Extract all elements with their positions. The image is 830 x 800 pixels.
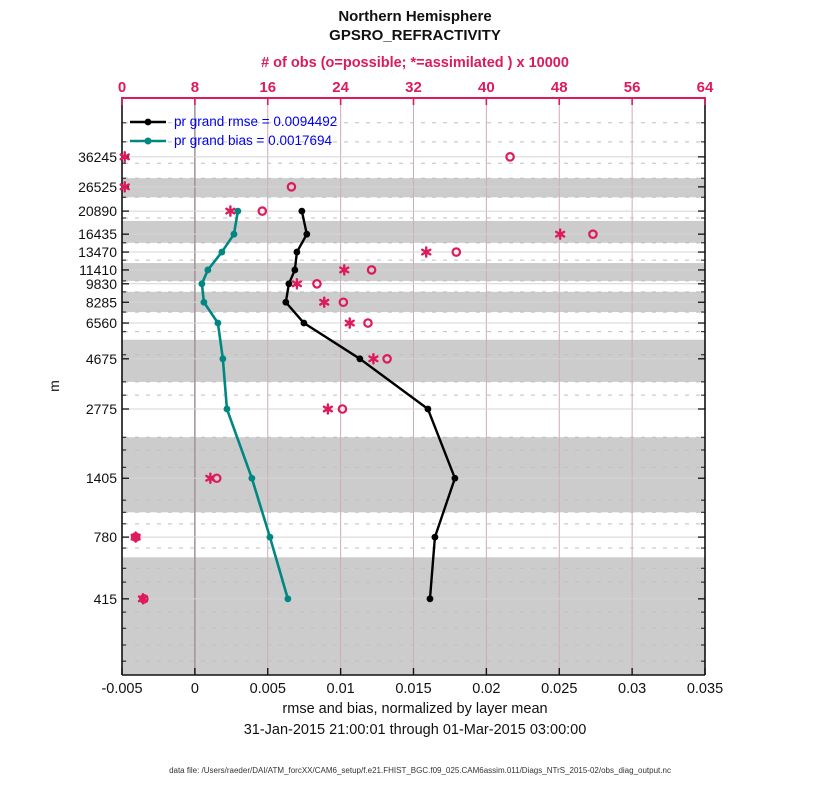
level-tick-label: 11410 (79, 261, 117, 278)
bias-point (204, 267, 211, 274)
bottom-tick-label: 0.015 (395, 681, 432, 697)
bias-point (198, 280, 205, 287)
level-tick-label: 2775 (85, 401, 117, 418)
bias-point (219, 355, 226, 362)
top-tick-label: 8 (190, 79, 200, 96)
chart-subtitle: GPSRO_REFRACTIVITY (329, 27, 501, 44)
rmse-point (432, 534, 439, 541)
rmse-point (356, 355, 363, 362)
level-tick-label: 1405 (85, 470, 117, 487)
level-tick-label: 13470 (78, 244, 117, 261)
bias-point (215, 320, 222, 327)
y-axis-label: m (45, 380, 62, 392)
rmse-point (303, 231, 310, 238)
top-tick-label: 48 (550, 79, 568, 96)
level-tick-label: 26525 (78, 178, 117, 195)
bottom-tick-label: 0.02 (472, 681, 501, 697)
top-axis-label: # of obs (o=possible; *=assimilated ) x 10000 (261, 55, 569, 71)
bottom-tick-label: 0 (190, 681, 199, 697)
level-tick-label: 16435 (78, 226, 117, 243)
rmse-point (282, 299, 289, 306)
top-tick-label: 24 (332, 79, 349, 96)
top-tick-label: 56 (623, 79, 641, 96)
top-tick-label: 64 (696, 79, 714, 96)
rmse-point (285, 280, 292, 287)
rmse-point (294, 249, 301, 256)
bias-point (248, 475, 255, 482)
level-tick-label: 9830 (85, 275, 117, 292)
rmse-point (300, 320, 307, 327)
top-tick-label: 40 (478, 79, 495, 96)
bottom-tick-label: 0.035 (686, 681, 724, 697)
legend-label-bias: pr grand bias = 0.0017694 (174, 133, 332, 148)
bias-point (218, 249, 225, 256)
data-file-footnote: data file: /Users/raeder/DAI/ATM_forcXX/CAM6_setup/f.e21.FHIST_BGC.f09_025.CAM6assim.011/Diags_NTrS_2015-02/obs_diag_output.nc (169, 766, 671, 775)
legend-row-bias (129, 131, 337, 150)
bias-point (267, 534, 274, 541)
level-tick-label: 8285 (85, 294, 117, 311)
bottom-tick-label: 0.025 (541, 681, 578, 697)
top-tick-label: 16 (259, 79, 277, 96)
x-axis-label: rmse and bias, normalized by layer mean (282, 701, 548, 717)
legend-sample-bias-line-icon (129, 135, 167, 147)
top-tick-label: 0 (117, 79, 127, 96)
legend-row-rmse (129, 112, 337, 131)
bias-point (284, 595, 291, 602)
level-tick-label: 415 (93, 590, 117, 607)
level-tick-label: 36245 (78, 148, 117, 165)
rmse-point (298, 208, 305, 215)
bottom-tick-label: 0.01 (326, 681, 355, 697)
level-tick-label: 4675 (85, 350, 117, 367)
bias-point (234, 208, 241, 215)
legend (129, 112, 337, 150)
level-tick-label: 6560 (85, 315, 117, 332)
bias-point (201, 299, 208, 306)
rmse-point (291, 267, 298, 274)
legend-sample-rmse-line-icon (129, 116, 167, 128)
level-tick-label: 780 (93, 529, 117, 546)
bottom-tick-label: -0.005 (101, 681, 143, 697)
rmse-point (425, 406, 432, 413)
bias-point (224, 406, 231, 413)
bottom-tick-label: 0.005 (249, 681, 286, 697)
top-tick-label: 32 (405, 79, 422, 96)
rmse-point (451, 475, 458, 482)
rmse-point (427, 595, 434, 602)
bias-point (231, 231, 238, 238)
chart-title: Northern Hemisphere (338, 8, 492, 25)
date-range-label: 31-Jan-2015 21:00:01 through 01-Mar-2015 03:00:00 (243, 722, 587, 738)
level-tick-label: 20890 (78, 203, 117, 220)
bottom-tick-label: 0.03 (618, 681, 647, 697)
legend-label-rmse: pr grand rmse = 0.0094492 (174, 114, 338, 129)
